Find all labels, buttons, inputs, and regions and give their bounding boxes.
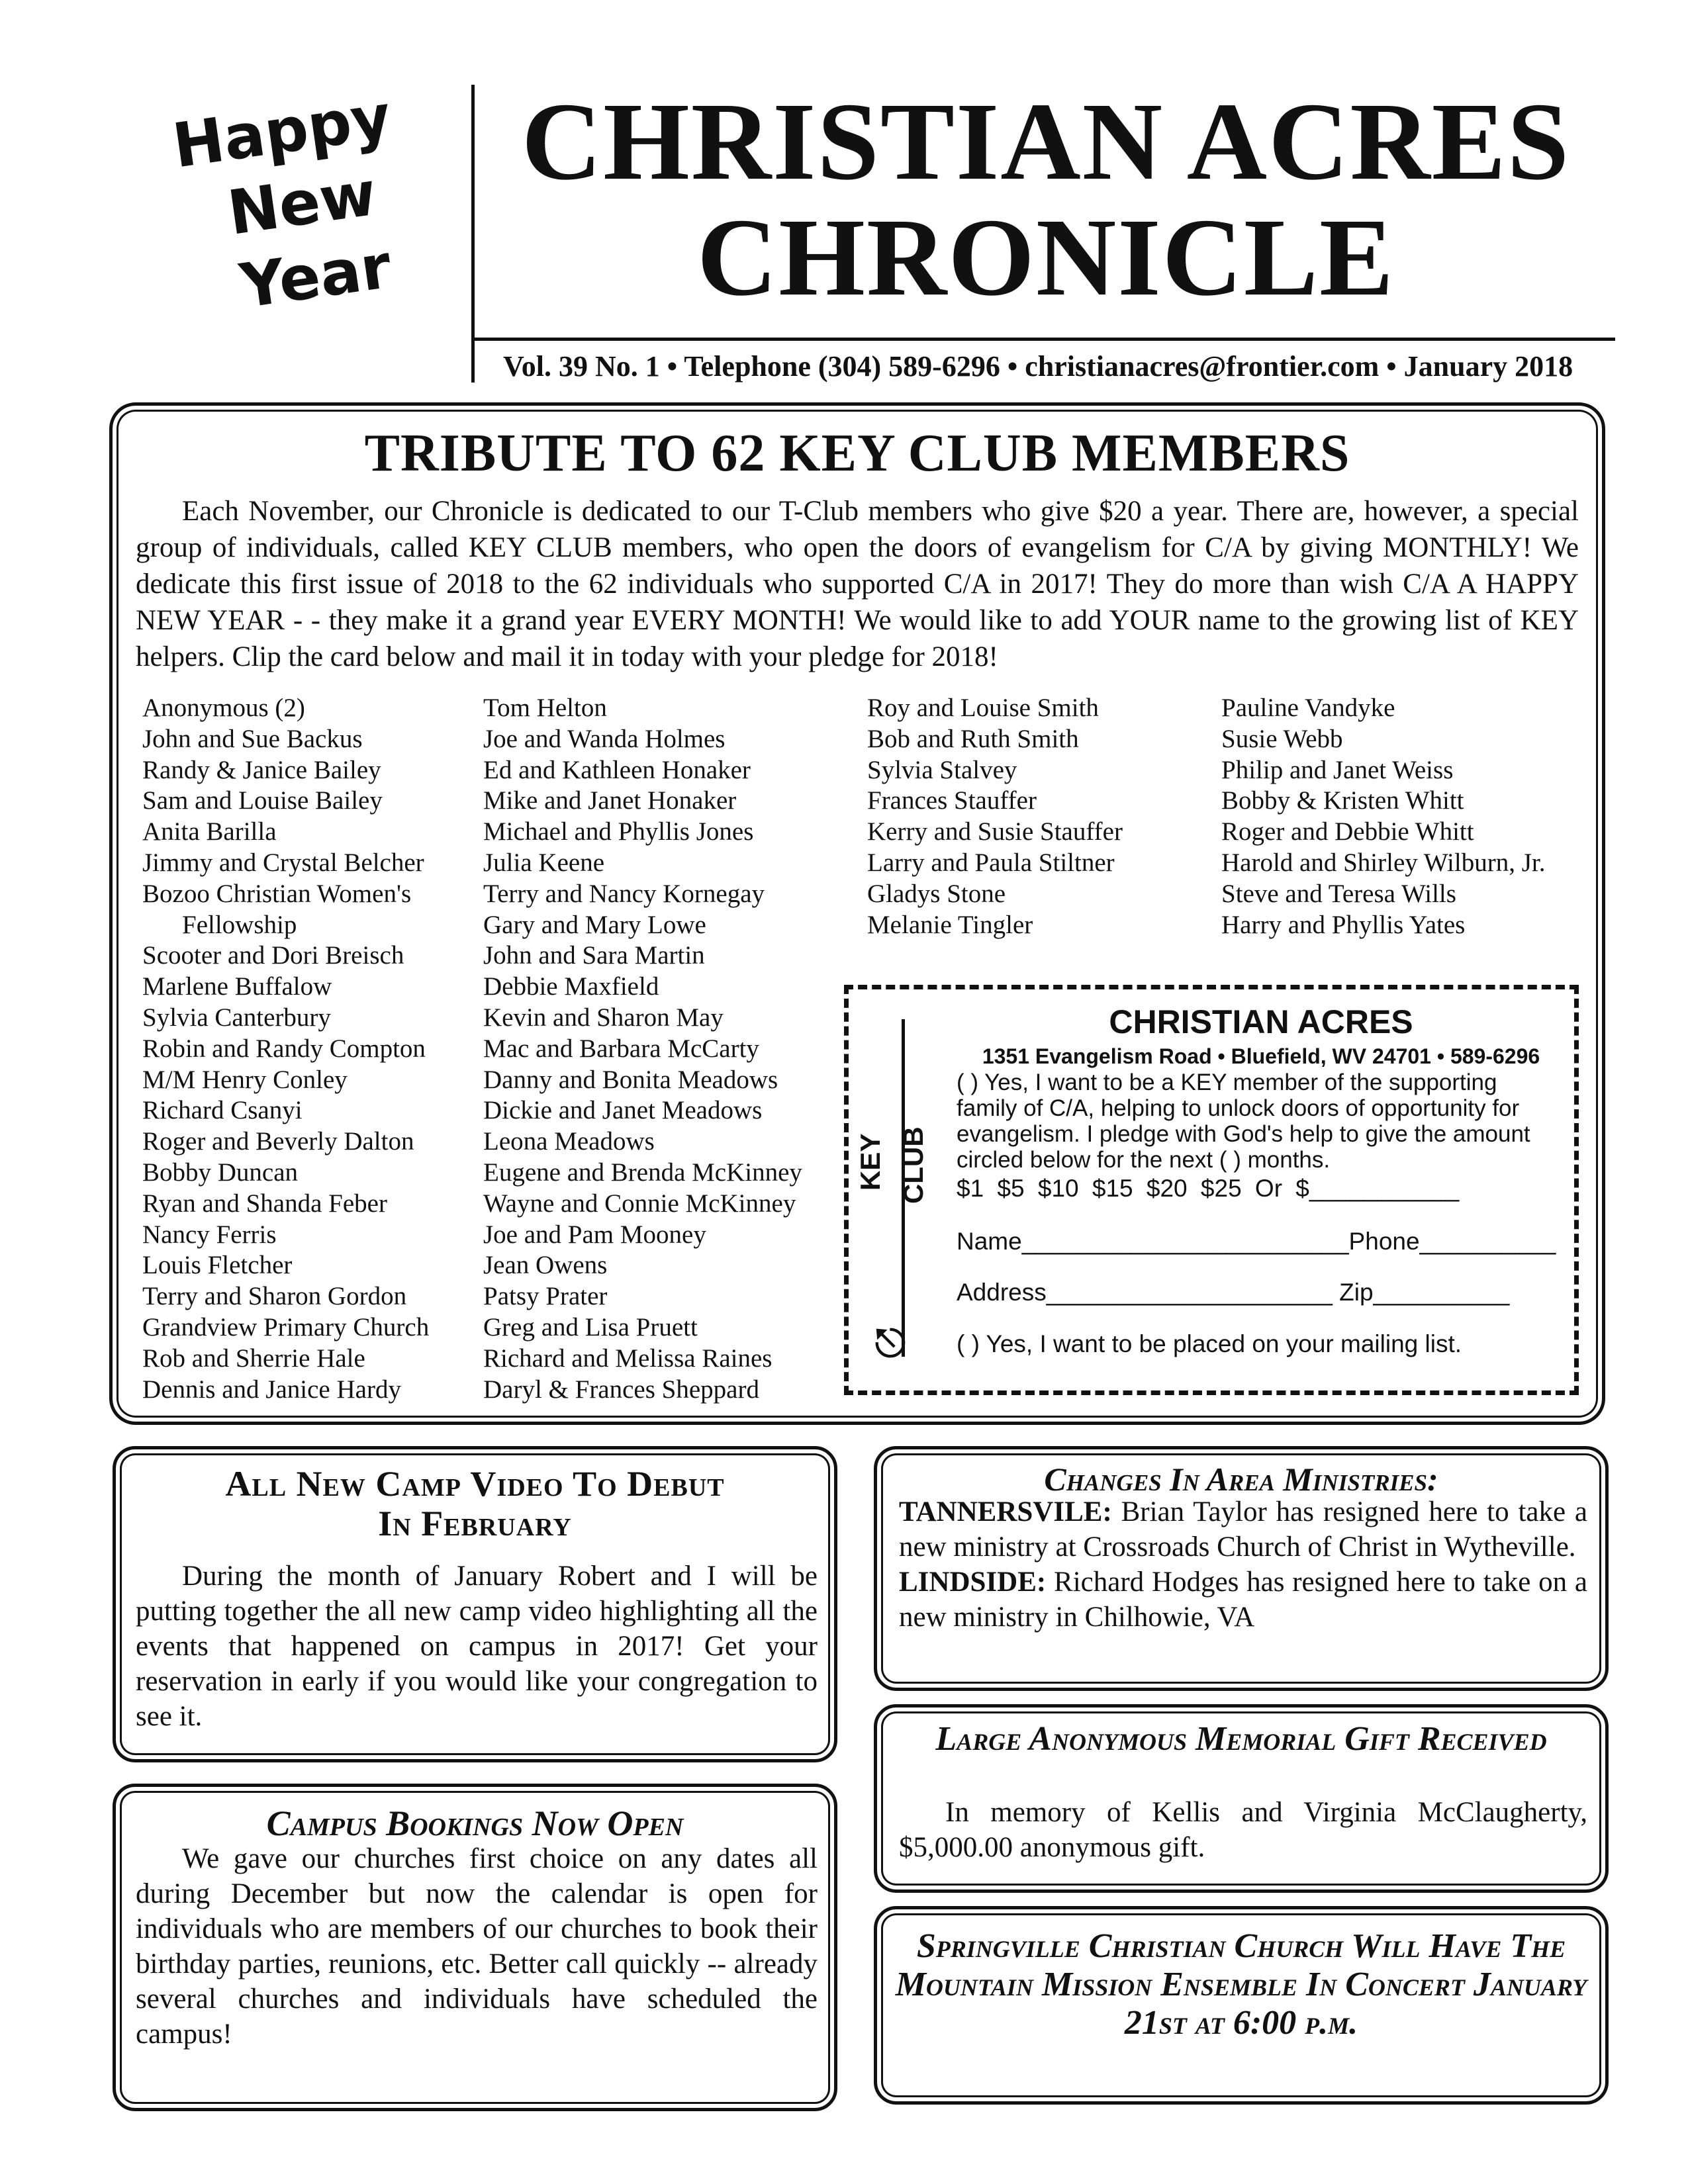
list-item: Patsy Prater	[483, 1282, 608, 1311]
list-item: Julia Keene	[483, 848, 605, 877]
address-zip-field[interactable]: Address_____________________ Zip__________	[957, 1279, 1510, 1306]
list-item: Jean Owens	[483, 1251, 608, 1280]
list-item: Anonymous (2)	[142, 694, 305, 722]
list-item: Tom Helton	[483, 694, 607, 722]
list-item: Richard and Melissa Raines	[483, 1343, 773, 1373]
newsletter-title	[483, 80, 1609, 319]
list-item: Pauline Vandyke	[1221, 694, 1395, 722]
name-phone-field[interactable]: Name________________________Phone__________	[957, 1228, 1556, 1255]
list-item: Fellowship	[182, 910, 297, 939]
list-item: John and Sue Backus	[142, 724, 363, 753]
list-item: Roger and Beverly Dalton	[142, 1127, 414, 1156]
happy-new-year-greeting	[152, 77, 432, 333]
location-label: TANNERSVILE:	[899, 1496, 1112, 1527]
list-item: Joe and Pam Mooney	[483, 1220, 706, 1249]
list-item: Bobby & Kristen Whitt	[1221, 786, 1464, 815]
list-item: Terry and Sharon Gordon	[142, 1282, 407, 1311]
list-item: Dennis and Janice Hardy	[142, 1375, 401, 1404]
change-text: Richard Hodges has resigned here to take on a new ministry in Chilhowie, VA	[899, 1567, 1587, 1633]
list-item: Ed and Kathleen Honaker	[483, 755, 751, 784]
list-item: Grandview Primary Church	[142, 1312, 430, 1342]
list-item: Anita Barilla	[142, 817, 277, 846]
list-item: Steve and Teresa Wills	[1221, 879, 1456, 908]
list-item: Wayne and Connie McKinney	[483, 1189, 796, 1218]
concert-announcement: Springville Christian Church Will Have The Mountain Mission Ensemble In Concert January 21st at 6:00 p.m.	[895, 1927, 1587, 2042]
camp-video-title	[126, 1464, 824, 1543]
list-item: Jimmy and Crystal Belcher	[142, 848, 424, 877]
ministry-change-item	[899, 1565, 1587, 1635]
list-item: Greg and Lisa Pruett	[483, 1312, 698, 1342]
campus-bookings-title: Campus Bookings Now Open	[266, 1803, 684, 1843]
list-item: Frances Stauffer	[867, 786, 1037, 815]
list-item: Bob and Ruth Smith	[867, 724, 1079, 753]
member-column-1	[142, 693, 429, 1405]
list-item: Gary and Mary Lowe	[483, 910, 706, 939]
pledge-checkbox-text[interactable]: ( ) Yes, I want to be a KEY member of the supporting family of C/A, helping to unlock doors of opportunity for evangelism. I pledge with God's help to give the amount circled below for the next ( ) months.	[957, 1069, 1530, 1173]
location-label: LINDSIDE:	[899, 1567, 1047, 1598]
member-column-2	[483, 693, 802, 1405]
list-item: Robin and Randy Compton	[142, 1034, 426, 1063]
list-item: Leona Meadows	[483, 1127, 655, 1156]
tribute-body: Each November, our Chronicle is dedicated to our T-Club members who give $20 a year. There are, however, a special group of individuals, called KEY CLUB members, who open the doors of evangelism for C/A by giving MONTHLY! We dedicate this first issue of 2018 to the 62 individuals who supported C/A in 2017! They do more than wish C/A A HAPPY NEW YEAR - - they make it a grand year EVERY MONTH! We would like to add YOUR name to the growing list of KEY helpers. Clip the card below and mail it in today with your pledge for 2018!	[136, 496, 1579, 672]
greeting-line: Year	[236, 231, 396, 322]
member-column-4	[1221, 693, 1545, 940]
area-ministries-body	[899, 1494, 1587, 1635]
area-ministries-title: Changes In Area Ministries:	[1044, 1461, 1438, 1498]
title-line-2: CHRONICLE	[696, 196, 1395, 319]
camp-video-body: During the month of January Robert and I will be putting together the all new camp video highlighting all the events that happened on campus in 2017! Get your reservation in early if you would like your congregation to see it.	[136, 1561, 818, 1732]
card-side-club: CLUB	[898, 1126, 929, 1204]
list-item: Louis Fletcher	[142, 1251, 293, 1280]
key-bow-icon: ⎋	[875, 1320, 906, 1365]
issue-info-line: Vol. 39 No. 1 • Telephone (304) 589-6296 • christianacres@frontier.com • January 2018	[503, 350, 1573, 383]
title-line-1: All New Camp Video To Debut	[225, 1464, 725, 1504]
list-item: Michael and Phyllis Jones	[483, 817, 754, 846]
card-side-key: KEY	[855, 1133, 886, 1191]
list-item: Daryl & Frances Sheppard	[483, 1375, 759, 1404]
list-item: Mike and Janet Honaker	[483, 786, 737, 815]
list-item: Nancy Ferris	[142, 1220, 277, 1249]
list-item: Sylvia Canterbury	[142, 1003, 331, 1032]
list-item: Kerry and Susie Stauffer	[867, 817, 1123, 846]
title-line-1: CHRISTIAN ACRES	[521, 80, 1571, 203]
memorial-gift-body: In memory of Kellis and Virginia McClaugherty, $5,000.00 anonymous gift.	[899, 1797, 1587, 1863]
list-item: M/M Henry Conley	[142, 1065, 348, 1094]
greeting-line: New	[223, 158, 381, 250]
greeting-line: Happy	[168, 81, 396, 182]
list-item: Philip and Janet Weiss	[1221, 755, 1454, 784]
tribute-title: TRIBUTE TO 62 KEY CLUB MEMBERS	[364, 424, 1350, 482]
list-item: Roger and Debbie Whitt	[1221, 817, 1474, 846]
campus-bookings-body: We gave our churches first choice on any dates all during December but now the calendar is open for individuals who are members of our churches to book their birthday parties, reunions, etc. Better call quickly -- already several churches and individuals have scheduled the campus!	[136, 1843, 818, 2050]
list-item: Eugene and Brenda McKinney	[483, 1158, 802, 1187]
masthead-rule	[471, 338, 1615, 341]
list-item: Harry and Phyllis Yates	[1221, 910, 1466, 939]
change-text: Brian Taylor has resigned here to take a new ministry at Crossroads Church of Christ in Wytheville.	[899, 1496, 1587, 1563]
title-line-2: In February	[378, 1504, 572, 1543]
list-item: John and Sara Martin	[483, 941, 705, 970]
list-item: Bozoo Christian Women's	[142, 879, 412, 908]
list-item: Scooter and Dori Breisch	[142, 941, 404, 970]
list-item: Sylvia Stalvey	[867, 755, 1017, 784]
list-item: Roy and Louise Smith	[867, 694, 1099, 722]
list-item: Debbie Maxfield	[483, 972, 659, 1001]
list-item: Dickie and Janet Meadows	[483, 1096, 763, 1125]
list-item: Randy & Janice Bailey	[142, 755, 381, 784]
list-item: Rob and Sherrie Hale	[142, 1343, 365, 1373]
list-item: Harold and Shirley Wilburn, Jr.	[1221, 848, 1546, 877]
list-item: Danny and Bonita Meadows	[483, 1065, 778, 1094]
list-item: Ryan and Shanda Feber	[142, 1189, 387, 1218]
list-item: Kevin and Sharon May	[483, 1003, 724, 1032]
list-item: Gladys Stone	[867, 879, 1006, 908]
list-item: Melanie Tingler	[867, 910, 1033, 939]
list-item: Sam and Louise Bailey	[142, 786, 383, 815]
list-item: Richard Csanyi	[142, 1096, 303, 1125]
member-column-3	[867, 693, 1123, 940]
mailing-list-checkbox[interactable]: ( ) Yes, I want to be placed on your mailing list.	[957, 1330, 1462, 1357]
list-item: Terry and Nancy Kornegay	[483, 879, 765, 908]
memorial-gift-title: Large Anonymous Memorial Gift Received	[935, 1720, 1547, 1758]
card-org-name: CHRISTIAN ACRES	[1109, 1003, 1413, 1040]
ministry-change-item	[899, 1494, 1587, 1565]
card-address: 1351 Evangelism Road • Bluefield, WV 24701 • 589-6296	[982, 1044, 1540, 1068]
list-item: Mac and Barbara McCarty	[483, 1034, 759, 1063]
list-item: Marlene Buffalow	[142, 972, 332, 1001]
list-item: Bobby Duncan	[142, 1158, 299, 1187]
pledge-amount-options[interactable]: $1 $5 $10 $15 $20 $25 Or $___________	[957, 1175, 1460, 1202]
list-item: Susie Webb	[1221, 724, 1343, 753]
list-item: Joe and Wanda Holmes	[483, 724, 726, 753]
list-item: Larry and Paula Stiltner	[867, 848, 1115, 877]
